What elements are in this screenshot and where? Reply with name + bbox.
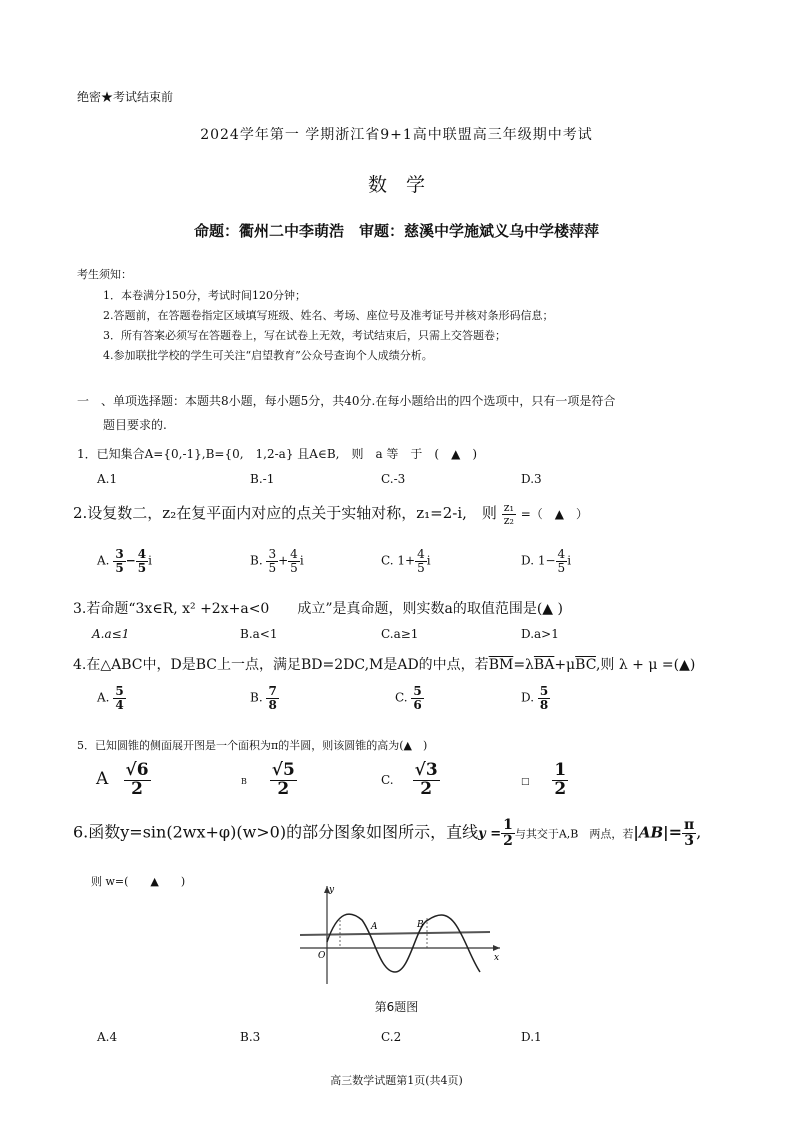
q5-a-num: √6 (125, 760, 149, 780)
q6-option-d: D.1 (521, 1030, 542, 1044)
q5-d-den: 2 (554, 778, 567, 799)
q2-c-pre: 1+ (397, 553, 416, 568)
q2-d-n: 4 (557, 547, 566, 561)
q1-option-c: C.-3 (381, 472, 406, 486)
q4-a-den: 4 (115, 697, 124, 712)
q2-a-op: − (125, 553, 136, 568)
x-axis-arrow (493, 945, 500, 951)
q6-caption: 第6题图 (374, 1000, 419, 1014)
q6-eq: = (668, 822, 683, 842)
page-footer: 高三数学试题第1页(共4页) (330, 1074, 463, 1087)
question-3-stem: 3.若命题“3x∈R, x² +2x+a<0 成立”是真命题，则实数a的取值范围是(▲ ) (73, 601, 563, 617)
q4-b-den: 8 (268, 697, 277, 712)
q4-a-frac (113, 685, 125, 711)
q5-label-a: A (96, 768, 109, 789)
section-heading-cont: 题目要求的. (103, 418, 167, 432)
q6-stem-pre: 6.函数y=sin(2wx+φ)(w>0)的部分图象如图所示，直线 (73, 822, 479, 842)
q2-option-c (381, 548, 431, 574)
q4-label-a: A. (97, 690, 110, 705)
question-6-stem (73, 818, 701, 848)
q2-frac-den: z₂ (503, 513, 514, 527)
q5-option-a (96, 762, 151, 799)
q2-c-n: 4 (417, 547, 425, 561)
q2-b-d2: 5 (290, 560, 298, 575)
q3-option-c: C.a≥1 (381, 627, 419, 641)
q2-c-i: i (426, 553, 431, 568)
q4-c-frac (411, 685, 423, 711)
q1-option-d: D.3 (521, 472, 542, 486)
q4-eq: =λ (513, 657, 534, 673)
q2-b-n2: 4 (290, 547, 298, 561)
q5-option-b (241, 762, 297, 799)
q6-mid: 与其交于A,B 两点，若 (514, 827, 634, 841)
q6-pi-frac (682, 818, 696, 848)
q2-frac-num: z₁ (503, 501, 514, 514)
q2-b-i: i (299, 553, 304, 568)
q5-option-d (521, 762, 568, 799)
q1-option-a: A.1 (97, 472, 118, 486)
q2-tail: =（ ▲ ） (520, 507, 588, 522)
graph-point-b: B (417, 920, 424, 930)
q2-a-frac1 (113, 548, 125, 574)
question-4-stem (73, 654, 695, 674)
q4-d-den: 8 (539, 697, 549, 712)
q4-d-frac (538, 685, 550, 711)
q2-label-a: A. (97, 553, 110, 568)
q5-option-c (381, 762, 440, 799)
subject-title: 数 学 (367, 174, 425, 196)
q5-b-frac (270, 762, 297, 799)
section-heading: 一 、单项选择题：本题共8小题，每小题5分，共40分.在每小题给出的四个选项中，只有一项是符合 (77, 394, 616, 408)
q5-d-num: 1 (554, 760, 567, 780)
q3-option-a: A.a≤1 (92, 627, 130, 641)
q2-c-frac (415, 548, 427, 574)
q4-option-a (97, 685, 126, 711)
q4-option-d (521, 685, 550, 711)
q1-option-b: B.-1 (250, 472, 275, 486)
q6-pi-num: π (684, 817, 695, 833)
graph-x-label: x (494, 953, 500, 963)
q6-ab: |AB| (633, 823, 669, 842)
q2-option-a (97, 548, 152, 574)
q2-label-c: C. (381, 553, 394, 568)
question-5-stem: 5．已知圆锥的侧面展开图是一个面积为π的半圆，则该圆锥的高为(▲ ) (77, 739, 428, 752)
q2-option-b (250, 548, 304, 574)
q2-b-frac2 (288, 548, 300, 574)
q5-b-den: 2 (277, 778, 290, 799)
q2-c-d: 5 (417, 560, 425, 575)
q2-d-i: i (567, 553, 572, 568)
q6-half-frac (501, 818, 515, 848)
q6-pi-den: 3 (684, 832, 695, 849)
q2-b-frac1 (266, 548, 278, 574)
q2-a-frac2 (136, 548, 148, 574)
q4-vec-bm: $\overline{BM}$ (488, 657, 514, 673)
q6-option-a: A.4 (97, 1030, 118, 1044)
notice-item: 2.答题前，在答题卷指定区域填写班级、姓名、考场、座位号及准考证号并核对条形码信息； (103, 309, 554, 322)
q6-half-num: 1 (503, 817, 513, 833)
graph-origin-label: O (318, 951, 326, 961)
q4-label-b: B. (250, 690, 263, 705)
q2-b-n1: 3 (268, 547, 277, 561)
q3-option-d: D.a>1 (521, 627, 559, 641)
notice-item: 4.参加联批学校的学生可关注“启望教育”公众号查询个人成绩分析。 (103, 349, 433, 362)
q4-label-c: C. (395, 690, 408, 705)
q4-c-num: 5 (413, 684, 422, 698)
q2-label-d: D. (521, 553, 535, 568)
q4-stem-pre: 4.在△ABC中，D是BC上一点，满足BD=2DC,M是AD的中点，若 (73, 657, 489, 673)
q5-a-frac (124, 762, 151, 799)
q2-d-d: 5 (557, 560, 566, 575)
q6-graph (290, 880, 510, 990)
notice-item: 3．所有答案必须写在答题卷上，写在试卷上无效，考试结束后，只需上交答题卷； (103, 329, 506, 342)
q5-b-num: √5 (271, 760, 295, 780)
graph-point-a: A (371, 922, 378, 932)
q4-c-den: 6 (413, 697, 422, 712)
q5-a-den: 2 (131, 778, 143, 799)
notice-heading: 考生须知： (77, 268, 132, 281)
q4-b-frac (266, 685, 278, 711)
q6-half-den: 2 (503, 832, 513, 849)
q4-option-b (250, 685, 279, 711)
q2-fraction (502, 502, 516, 526)
q5-c-num: √3 (414, 760, 438, 780)
authors-line: 命题：衢州二中李萌浩 审题：慈溪中学施斌义乌中学楼萍萍 (193, 222, 599, 240)
q2-a-i: i (148, 553, 152, 568)
q4-a-num: 5 (115, 684, 124, 698)
q6-option-c: C.2 (381, 1030, 402, 1044)
q4-d-num: 5 (539, 684, 549, 698)
q2-a-n2: 4 (137, 547, 147, 561)
q4-option-c (395, 685, 424, 711)
q4-plus: +μ (554, 657, 576, 673)
q4-stem-post: ,则 λ + μ =(▲) (595, 657, 696, 673)
q2-b-d1: 5 (268, 560, 277, 575)
secret-label: 绝密★考试结束前 (77, 90, 174, 104)
q2-a-n1: 3 (115, 547, 124, 561)
q5-label-d: □ (521, 776, 530, 787)
sine-curve (327, 914, 480, 972)
q5-c-den: 2 (420, 778, 433, 799)
q6-line2: 则 w=( ▲ ) (91, 875, 186, 888)
q2-d-frac (556, 548, 568, 574)
q4-label-d: D. (521, 690, 535, 705)
q5-label-c: C. (381, 772, 394, 787)
q5-d-frac (552, 762, 568, 799)
q2-b-op: + (278, 553, 289, 568)
q2-a-d1: 5 (115, 560, 124, 575)
question-1-stem: 1．已知集合A={0,-1},B={0, 1,2-a} 且A∈B, 则 a 等 于 ( ▲ ) (77, 447, 478, 461)
notice-item: 1．本卷满分150分，考试时间120分钟； (103, 289, 306, 302)
q6-y-label: y = (478, 826, 502, 842)
q2-option-d (521, 548, 571, 574)
q2-a-d2: 5 (137, 560, 147, 575)
q5-label-b: B (241, 776, 247, 786)
q4-b-num: 7 (268, 684, 277, 698)
question-2-stem (73, 502, 588, 526)
exam-title: 2024学年第一 学期浙江省9+1高中联盟高三年级期中考试 (200, 127, 593, 143)
q4-vec-bc: $\overline{BC}$ (575, 657, 596, 673)
graph-y-label: y (329, 885, 335, 895)
q5-c-frac (413, 762, 440, 799)
q2-stem-text: 2.设复数二，z₂在复平面内对应的点关于实轴对称，z₁=2-i, 则 (73, 504, 497, 523)
q4-vec-ba: $\overline{BA}$ (533, 657, 555, 673)
q3-option-b: B.a<1 (240, 627, 278, 641)
q2-label-b: B. (250, 553, 263, 568)
q6-comma: , (696, 822, 702, 842)
q2-d-pre: 1− (537, 553, 556, 568)
q6-option-b: B.3 (240, 1030, 261, 1044)
